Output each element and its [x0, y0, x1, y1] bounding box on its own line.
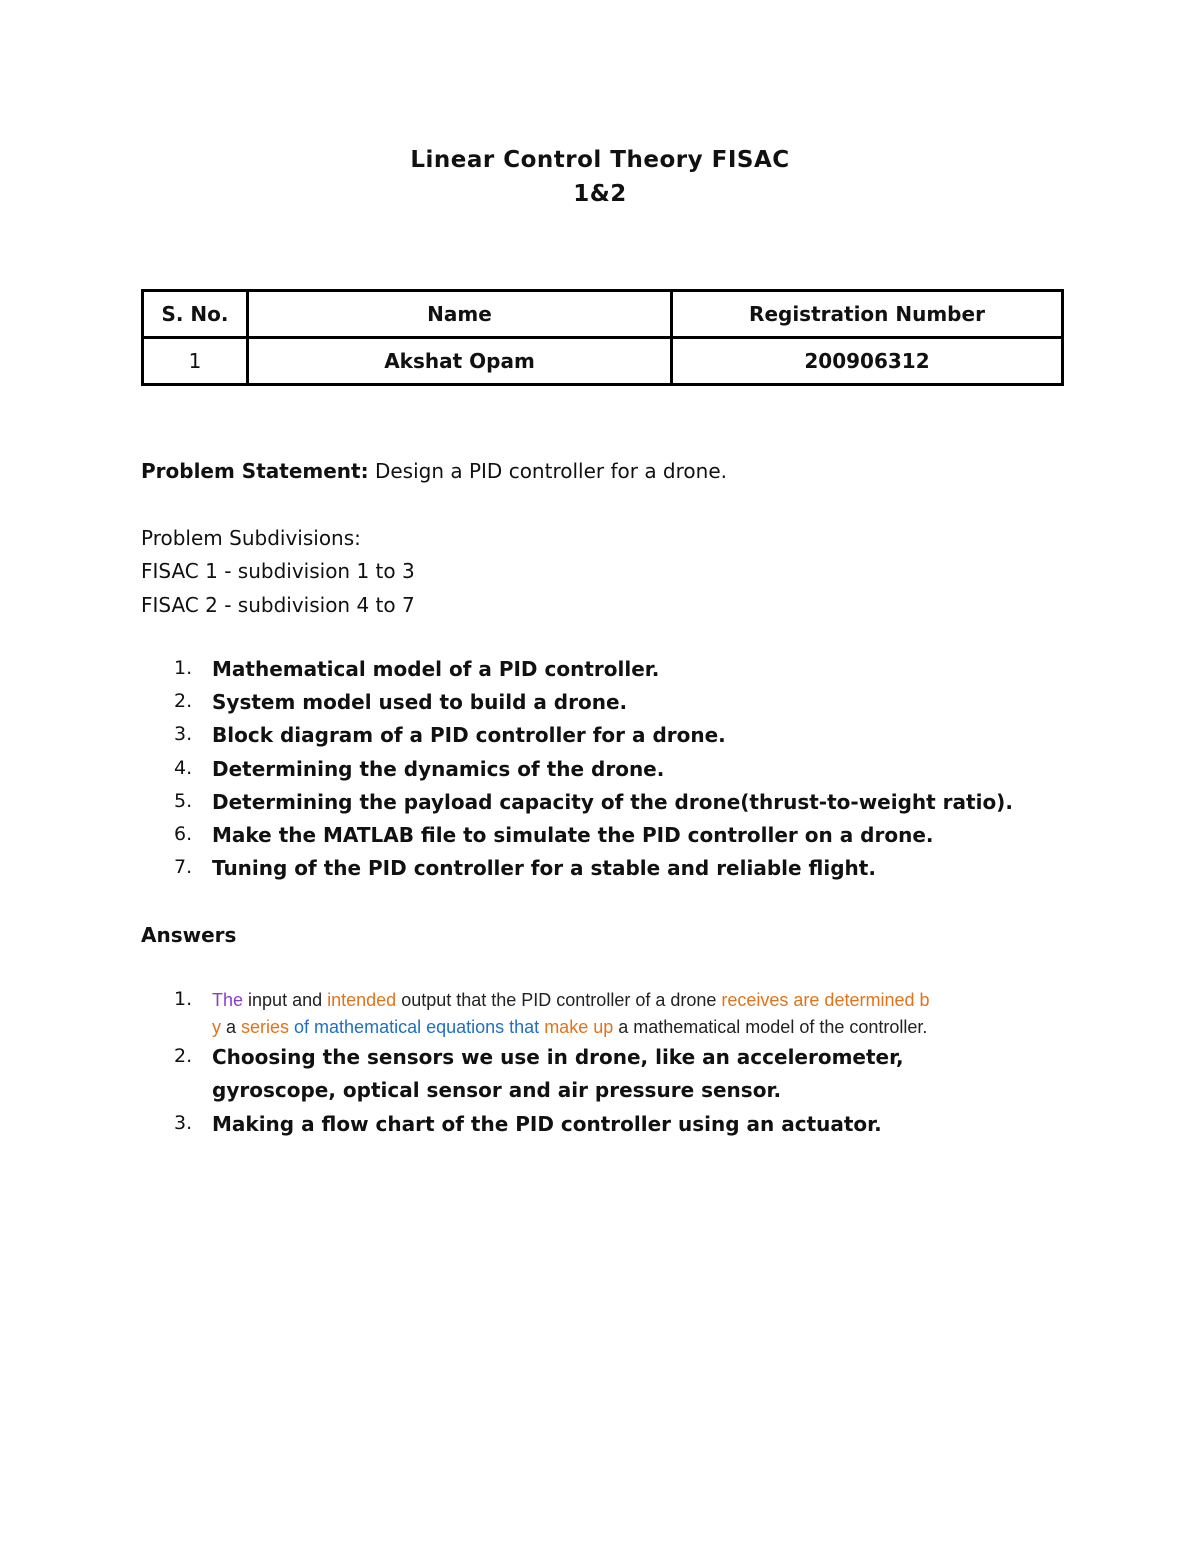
list-item-number: 2.	[174, 690, 193, 712]
answer-1-seg: intended	[327, 990, 397, 1010]
subdivision-line-1: FISAC 1 - subdivision 1 to 3	[141, 559, 415, 583]
list-item-number: 5.	[174, 790, 193, 812]
title-line-1: Linear Control Theory FISAC	[410, 147, 790, 173]
table-header-name: Name	[248, 291, 672, 338]
list-item-text: Determining the payload capacity of the drone(thrust-to-weight ratio).	[212, 790, 1013, 814]
list-item-text: Make the MATLAB file to simulate the PID controller on a drone.	[212, 823, 934, 847]
answers-heading: Answers	[141, 923, 237, 947]
document-title	[0, 143, 1200, 211]
answer-number: 3.	[174, 1112, 193, 1134]
subdivision-line-2: FISAC 2 - subdivision 4 to 7	[141, 593, 415, 617]
answer-1-line-2	[212, 1017, 927, 1038]
problem-statement-text: Design a PID controller for a drone.	[368, 459, 727, 483]
answer-1-seg: output that the PID controller of a drone	[396, 990, 722, 1010]
list-item-text: Tuning of the PID controller for a stable and reliable flight.	[212, 856, 876, 880]
answer-1-seg: receives are determined b	[721, 990, 930, 1010]
answer-2-line-1: Choosing the sensors we use in drone, like an accelerometer,	[212, 1045, 904, 1069]
answer-1-line-1	[212, 990, 930, 1011]
answer-1-seg: a	[221, 1017, 242, 1037]
answer-number: 1.	[174, 988, 193, 1010]
answer-number: 2.	[174, 1045, 193, 1067]
table-header-sno: S. No.	[143, 291, 248, 338]
list-item-text: System model used to build a drone.	[212, 690, 628, 714]
problem-statement-label: Problem Statement:	[141, 459, 369, 483]
list-item-text: Block diagram of a PID controller for a drone.	[212, 723, 726, 747]
answer-1-seg: input and	[243, 990, 328, 1010]
table-row	[143, 338, 1063, 385]
table-header-reg: Registration Number	[672, 291, 1063, 338]
answer-1-seg: make up	[544, 1017, 614, 1037]
list-item-text: Determining the dynamics of the drone.	[212, 757, 665, 781]
answer-1-seg: a mathematical model of the controller.	[613, 1017, 928, 1037]
answer-1-seg: series	[241, 1017, 290, 1037]
problem-statement	[141, 459, 727, 483]
list-item-number: 7.	[174, 856, 193, 878]
table-header-row	[143, 291, 1063, 338]
answer-3-text: Making a flow chart of the PID controller using an actuator.	[212, 1112, 882, 1136]
student-table	[141, 289, 1064, 386]
table-cell-reg: 200906312	[672, 338, 1063, 385]
answer-1-seg: The	[212, 990, 244, 1010]
list-item-number: 4.	[174, 757, 193, 779]
answer-2-line-2: gyroscope, optical sensor and air pressure sensor.	[212, 1078, 782, 1102]
answer-1-seg: of mathematical equations that	[289, 1017, 545, 1037]
list-item-number: 1.	[174, 657, 193, 679]
table-cell-name: Akshat Opam	[248, 338, 672, 385]
table-cell-sno: 1	[143, 338, 248, 385]
list-item-number: 3.	[174, 723, 193, 745]
list-item-text: Mathematical model of a PID controller.	[212, 657, 660, 681]
list-item-number: 6.	[174, 823, 193, 845]
title-line-2: 1&2	[573, 181, 627, 207]
answer-1-seg: y	[212, 1017, 221, 1037]
subdivisions-heading: Problem Subdivisions:	[141, 526, 361, 550]
